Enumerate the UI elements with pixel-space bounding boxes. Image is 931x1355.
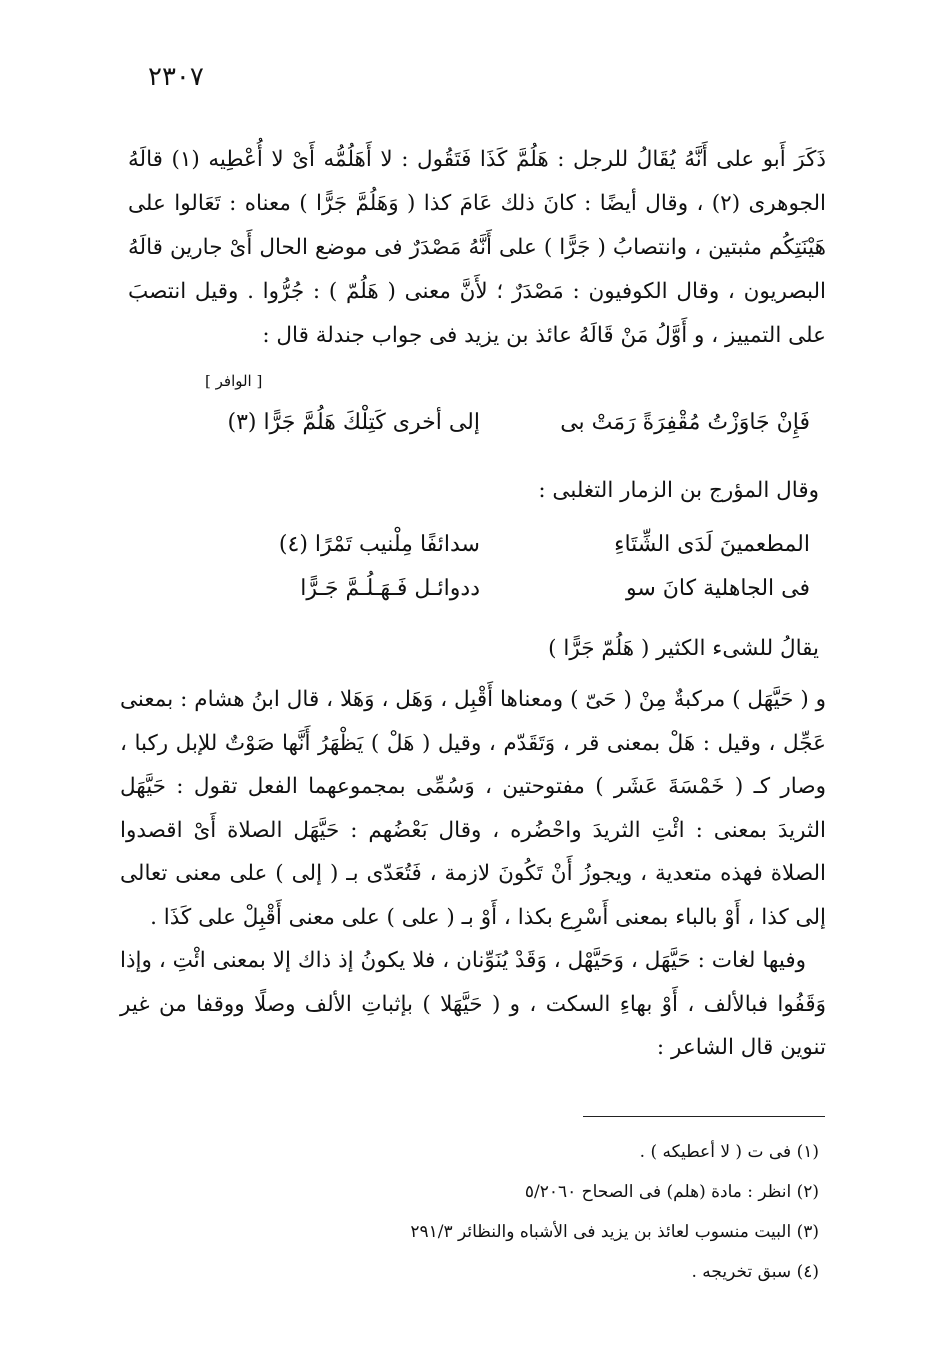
verse-intro: وقال المؤرج بن الزمار التغلبى : (538, 478, 819, 503)
verse-line (160, 532, 810, 572)
verse-hemistich: سدائفًا مِلْنيب تَمْرًا (٤) (278, 532, 480, 557)
verse-line (160, 576, 810, 616)
paragraph: و ( حَيَّهَل ) مركبةٌ مِنْ ( حَىّ ) ومعناها أَقْبِل ، وَهَل ، وَهَلا ، قال ابنُ هشام : بمعنى عَجِّل ، وقيل : هَلْ بمعنى قر ، وَتَقَدّم ، وقيل ( هَلْ ) يَظْهَرُ أَنَّها صَوْتٌ للإبل ركبا ، وصار كـ ( خَمْسَةَ عَشَر ) مفتوحتين ، وَسُمِّى بمجموعهما الفعل تقول : حَيَّهَل الثريدَ بمعنى : ائْتِ الثريدَ واحْضُره ، وقال بَعْضُهم : حَيَّهَل الصلاة أَىْ اقصدوا الصلاة فهذه متعدية ، ويجوزُ أَنْ تَكُونَ لازمة ، فَتُعَدّى بـ ( إلى ) على معنى تعالى إلى كذا ، أَوْ بالباء بمعنى أَسْرِع بكذا ، أَوْ بـ ( على ) على معنى أَقْبِلْ على كَذَا . (120, 687, 826, 930)
main-text-block (120, 678, 826, 1070)
text-line: يقالُ للشىء الكثير ( هَلُمّ جَرًّا ) (548, 636, 819, 661)
footnote: (٢) انظر : مادة (هلم) فى الصحاح ٥/٢٠٦٠ (524, 1182, 819, 1202)
main-text-block (128, 138, 826, 358)
page-number: ٢٣٠٧ (148, 62, 204, 92)
verse-hemistich: فى الجاهلية كانَ سو (625, 576, 810, 601)
footnote: (٤) سبق تخريجه . (691, 1262, 819, 1282)
meter-label: [ الوافر ] (205, 372, 263, 390)
verse-line (160, 410, 810, 450)
paragraph: ذَكَرَ أَبو على أَنَّهُ يُقَالُ للرجل : هَلُمَّ كَذَا فَتَقُول : لا أَهَلُمُّه أَىْ لا أُعْطِيه (١) قالَهُ الجوهرى (٢) ، وقال أيضًا : كانَ ذلك عَامَ كذا ( وَهَلُمَّ جَرًّا ) معناه : تَعَالوا على هَيْنَتِكُم مثبتين ، وانتصابُ ( جَرًّا ) على أَنَّهُ مَصْدَرٌ فى موضع الحال أَىْ جارين قالَهُ البصريون ، وقال الكوفيون : مَصْدَرٌ ؛ لأَنَّ معنى ( هَلُمّ ) : جُرُّوا . وقيل انتصبَ على التمييز ، و أَوَّلُ مَنْ قَالَهُ عائذ بن يزيد فى جواب جندلة قال : (128, 147, 826, 348)
verse-hemistich: المطعمينَ لَدَى الشِّتَاءِ (614, 532, 810, 557)
footnotes (219, 1132, 819, 1292)
footnote: (٣) البيت منسوب لعائذ بن يزيد فى الأشباه والنظائر ٢٩١/٣ (410, 1222, 819, 1242)
verse-hemistich: فَإِنْ جَاوَزْتُ مُقْفِرَةً رَمَتْ بى (560, 410, 810, 435)
footnote-separator (583, 1116, 825, 1117)
verse-hemistich: ددوائـل فَـهَـلُـمَّ جَـرًّا (300, 576, 480, 601)
footnote: (١) فى ت ( لا أعطيكه ) . (639, 1142, 819, 1162)
verse-hemistich: إلى أخرى كَتِلْكَ هَلُمَّ جَرًّا (٣) (227, 410, 480, 435)
paragraph: وفيها لغات : حَيَّهَل ، وَحَيَّهْل ، وَقَدْ يُنَوِّنان ، فلا يكونُ إذ ذاك إلا بمعنى ائْتِ ، وإذا وَقَفُوا فبالألف ، أَوْ بهاءِ السكت ، و ( حَيَّهَلا ) بإثباتِ الألف وصلًا ووقفا من غير تنوين قال الشاعر : (120, 948, 826, 1060)
